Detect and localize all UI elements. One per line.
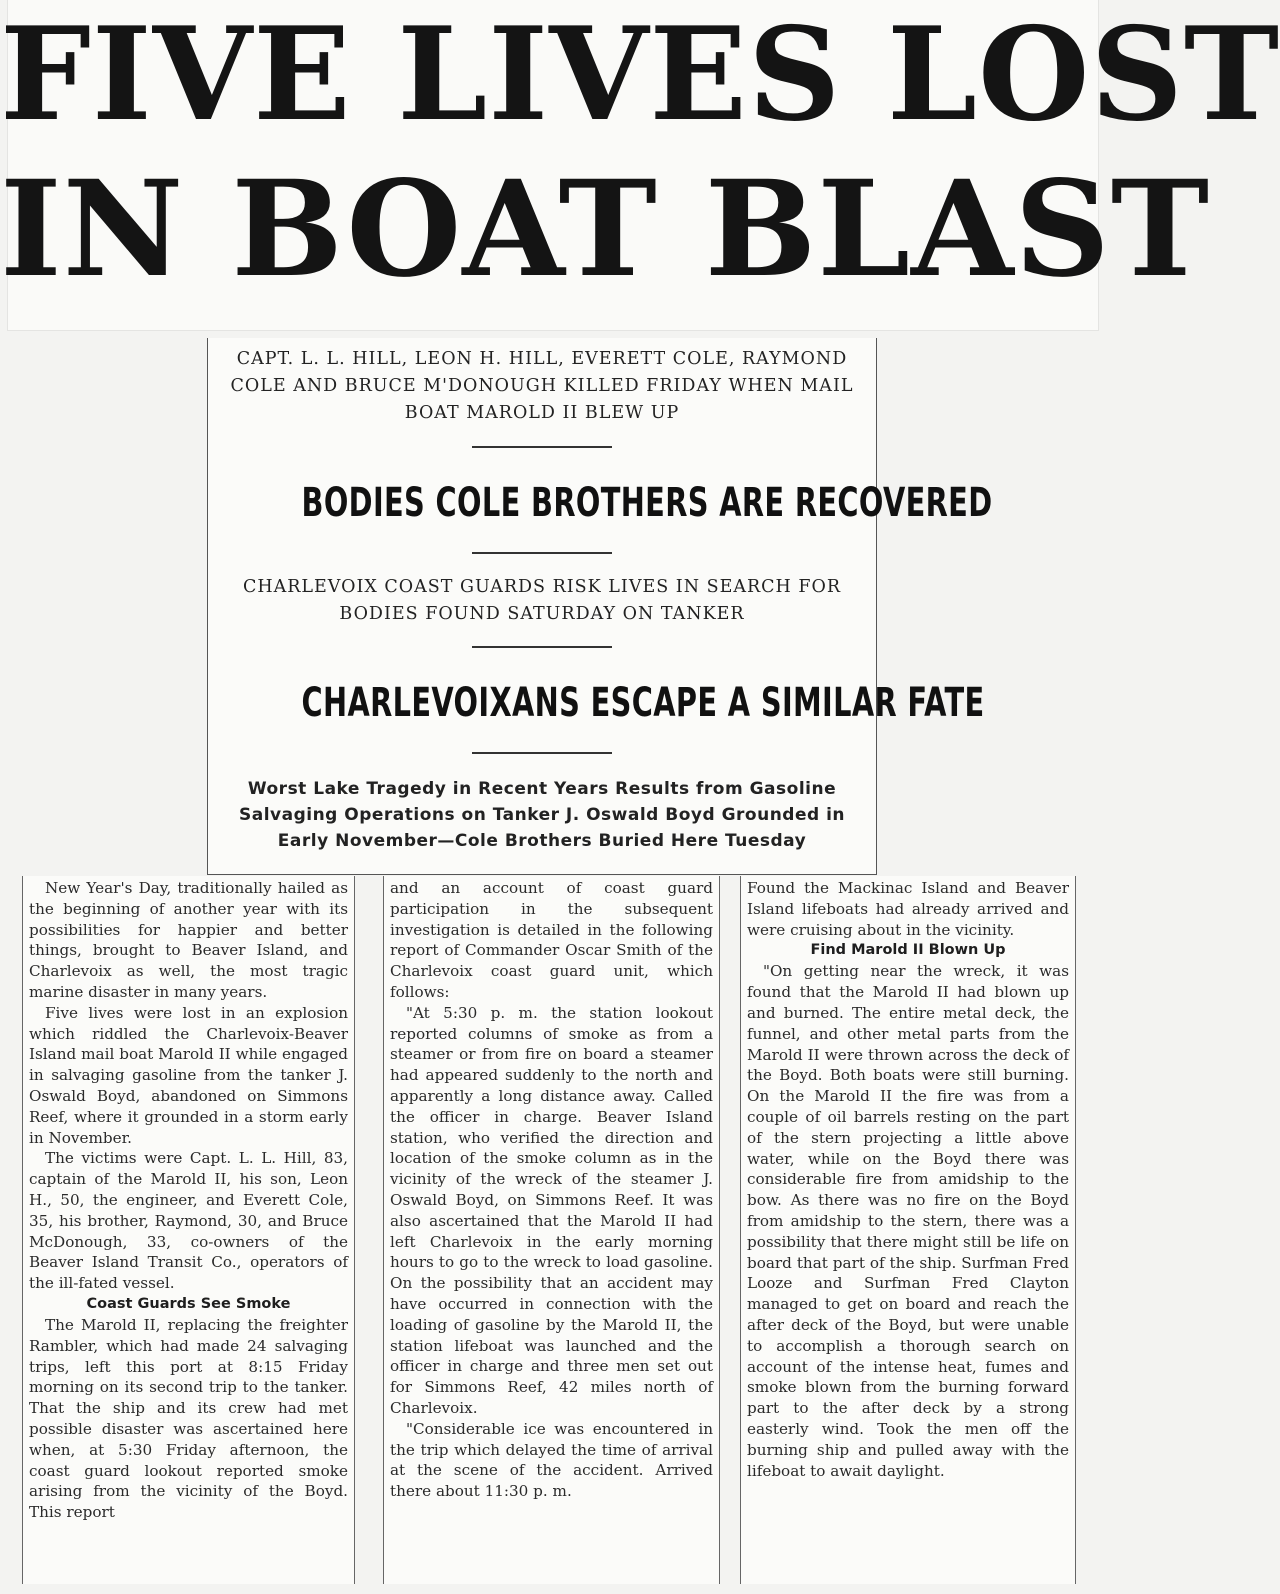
deck-rule xyxy=(472,646,612,648)
deck-banner-bodies-recovered: BODIES COLE BROTHERS ARE RECOVERED xyxy=(301,480,993,526)
paragraph: The Marold II, replacing the freighter Rambler, which had made 24 salvaging trips, left this port at 8:15 Friday morning on its second trip to the tanker. That the ship and its crew had met possible disaster was ascertained here when, at 5:30 Friday afternoon, the coast guard lookout reported smoke arising from the vicinity of the Boyd. This report xyxy=(29,1315,348,1522)
headline-deck xyxy=(207,338,993,875)
paragraph: New Year's Day, traditionally hailed as the beginning of another year with its possibilities for happier and better things, brought to Beaver Island, and Charlevoix as well, the most tragic marine disaster in many years. xyxy=(29,879,348,1001)
headline-line-1: FIVE LIVES LOST xyxy=(0,0,1280,150)
deck-subhead-victims: CAPT. L. L. HILL, LEON H. HILL, EVERETT COLE, RAYMOND COLE AND BRUCE M'DONOUGH KILLED FRIDAY WHEN MAIL BOAT MAROLD II BLEW UP xyxy=(230,349,854,423)
paragraph: "On getting near the wreck, it was found that the Marold II had blown up and burned. The entire metal deck, the funnel, and other metal parts from the Marold II were thrown across the deck of the Boyd. Both boats were still burning. On the Marold II the fire was from a couple of oil barrels resting on the part of the stern projecting a little above water, while on the Boyd there was considerable fire from amidship to the bow. As there was no fire on the Boyd from amidship to the stern, there was a possibility that there might still be life on board that part of the ship. Surfman Fred Looze and Surfman Fred Clayton managed to get on board and reach the after deck of the Boyd, but were unable to accomplish a thorough search on account of the intense heat, fumes and smoke blown from the burning forward part to the after deck by a strong easterly wind. Took the men off the burning ship and pulled away with the lifeboat to await daylight. xyxy=(747,962,1069,1480)
deck-rule xyxy=(472,752,612,754)
article-column-3 xyxy=(740,876,1076,1584)
paragraph: The victims were Capt. L. L. Hill, 83, captain of the Marold II, his son, Leon H., 50, the engineer, and Everett Cole, 35, his brother, Raymond, 30, and Bruce McDonough, 33, co-owners of the Beaver Island Transit Co., operators of the ill-fated vessel. xyxy=(29,1149,348,1293)
article-column-2 xyxy=(383,876,720,1584)
subhead-coast-guards-see-smoke: Coast Guards See Smoke xyxy=(86,1295,291,1312)
paragraph: "At 5:30 p. m. the station lookout reported columns of smoke as from a steamer or from fire on board a steamer had appeared suddenly to the north and apparently a long distance away. Called the officer in charge. Beaver Island station, who verified the direction and location of the smoke column as in the vicinity of the wreck of the steamer J. Oswald Boyd, on Simmons Reef. It was also ascertained that the Marold II had left Charlevoix in the early morning hours to go to the wreck to load gasoline. On the possibility that an accident may have occurred in connection with the loading of gasoline by the Marold II, the station lifeboat was launched and the officer in charge and three men set out for Simmons Reef, 42 miles north of Charlevoix. xyxy=(390,1003,713,1417)
deck-subhead-coast-guards: CHARLEVOIX COAST GUARDS RISK LIVES IN SEARCH FOR BODIES FOUND SATURDAY ON TANKER xyxy=(242,577,842,624)
paragraph: Found the Mackinac Island and Beaver Island lifeboats had already arrived and were cruising about in the vicinity. xyxy=(747,879,1069,939)
paragraph: and an account of coast guard participation in the subsequent investigation is detailed in the following report of Commander Oscar Smith of the Charlevoix coast guard unit, which follows: xyxy=(390,879,713,1001)
paragraph: Five lives were lost in an explosion which riddled the Charlevoix-Beaver Island mail boat Marold II while engaged in salvaging gasoline from the tanker J. Oswald Boyd, abandoned on Simmons Reef, where it grounded in a storm early in November. xyxy=(29,1003,348,1147)
deck-summary: Worst Lake Tragedy in Recent Years Results from Gasoline Salvaging Operations on Tanker J. Oswald Boyd Grounded in Early November—Cole Brothers Buried Here Tuesday xyxy=(238,779,846,851)
article-column-1 xyxy=(22,876,355,1584)
deck-banner-similar-fate: CHARLEVOIXANS ESCAPE A SIMILAR FATE xyxy=(301,680,985,726)
paragraph: "Considerable ice was encountered in the trip which delayed the time of arrival at the scene of the accident. Arrived there about 11:30 p. m. xyxy=(390,1419,713,1501)
subhead-find-marold-ii-blown-up: Find Marold II Blown Up xyxy=(810,942,1006,959)
headline-line-2: IN BOAT BLAST xyxy=(0,152,1211,307)
deck-rule xyxy=(472,552,612,554)
deck-rule xyxy=(472,446,612,448)
